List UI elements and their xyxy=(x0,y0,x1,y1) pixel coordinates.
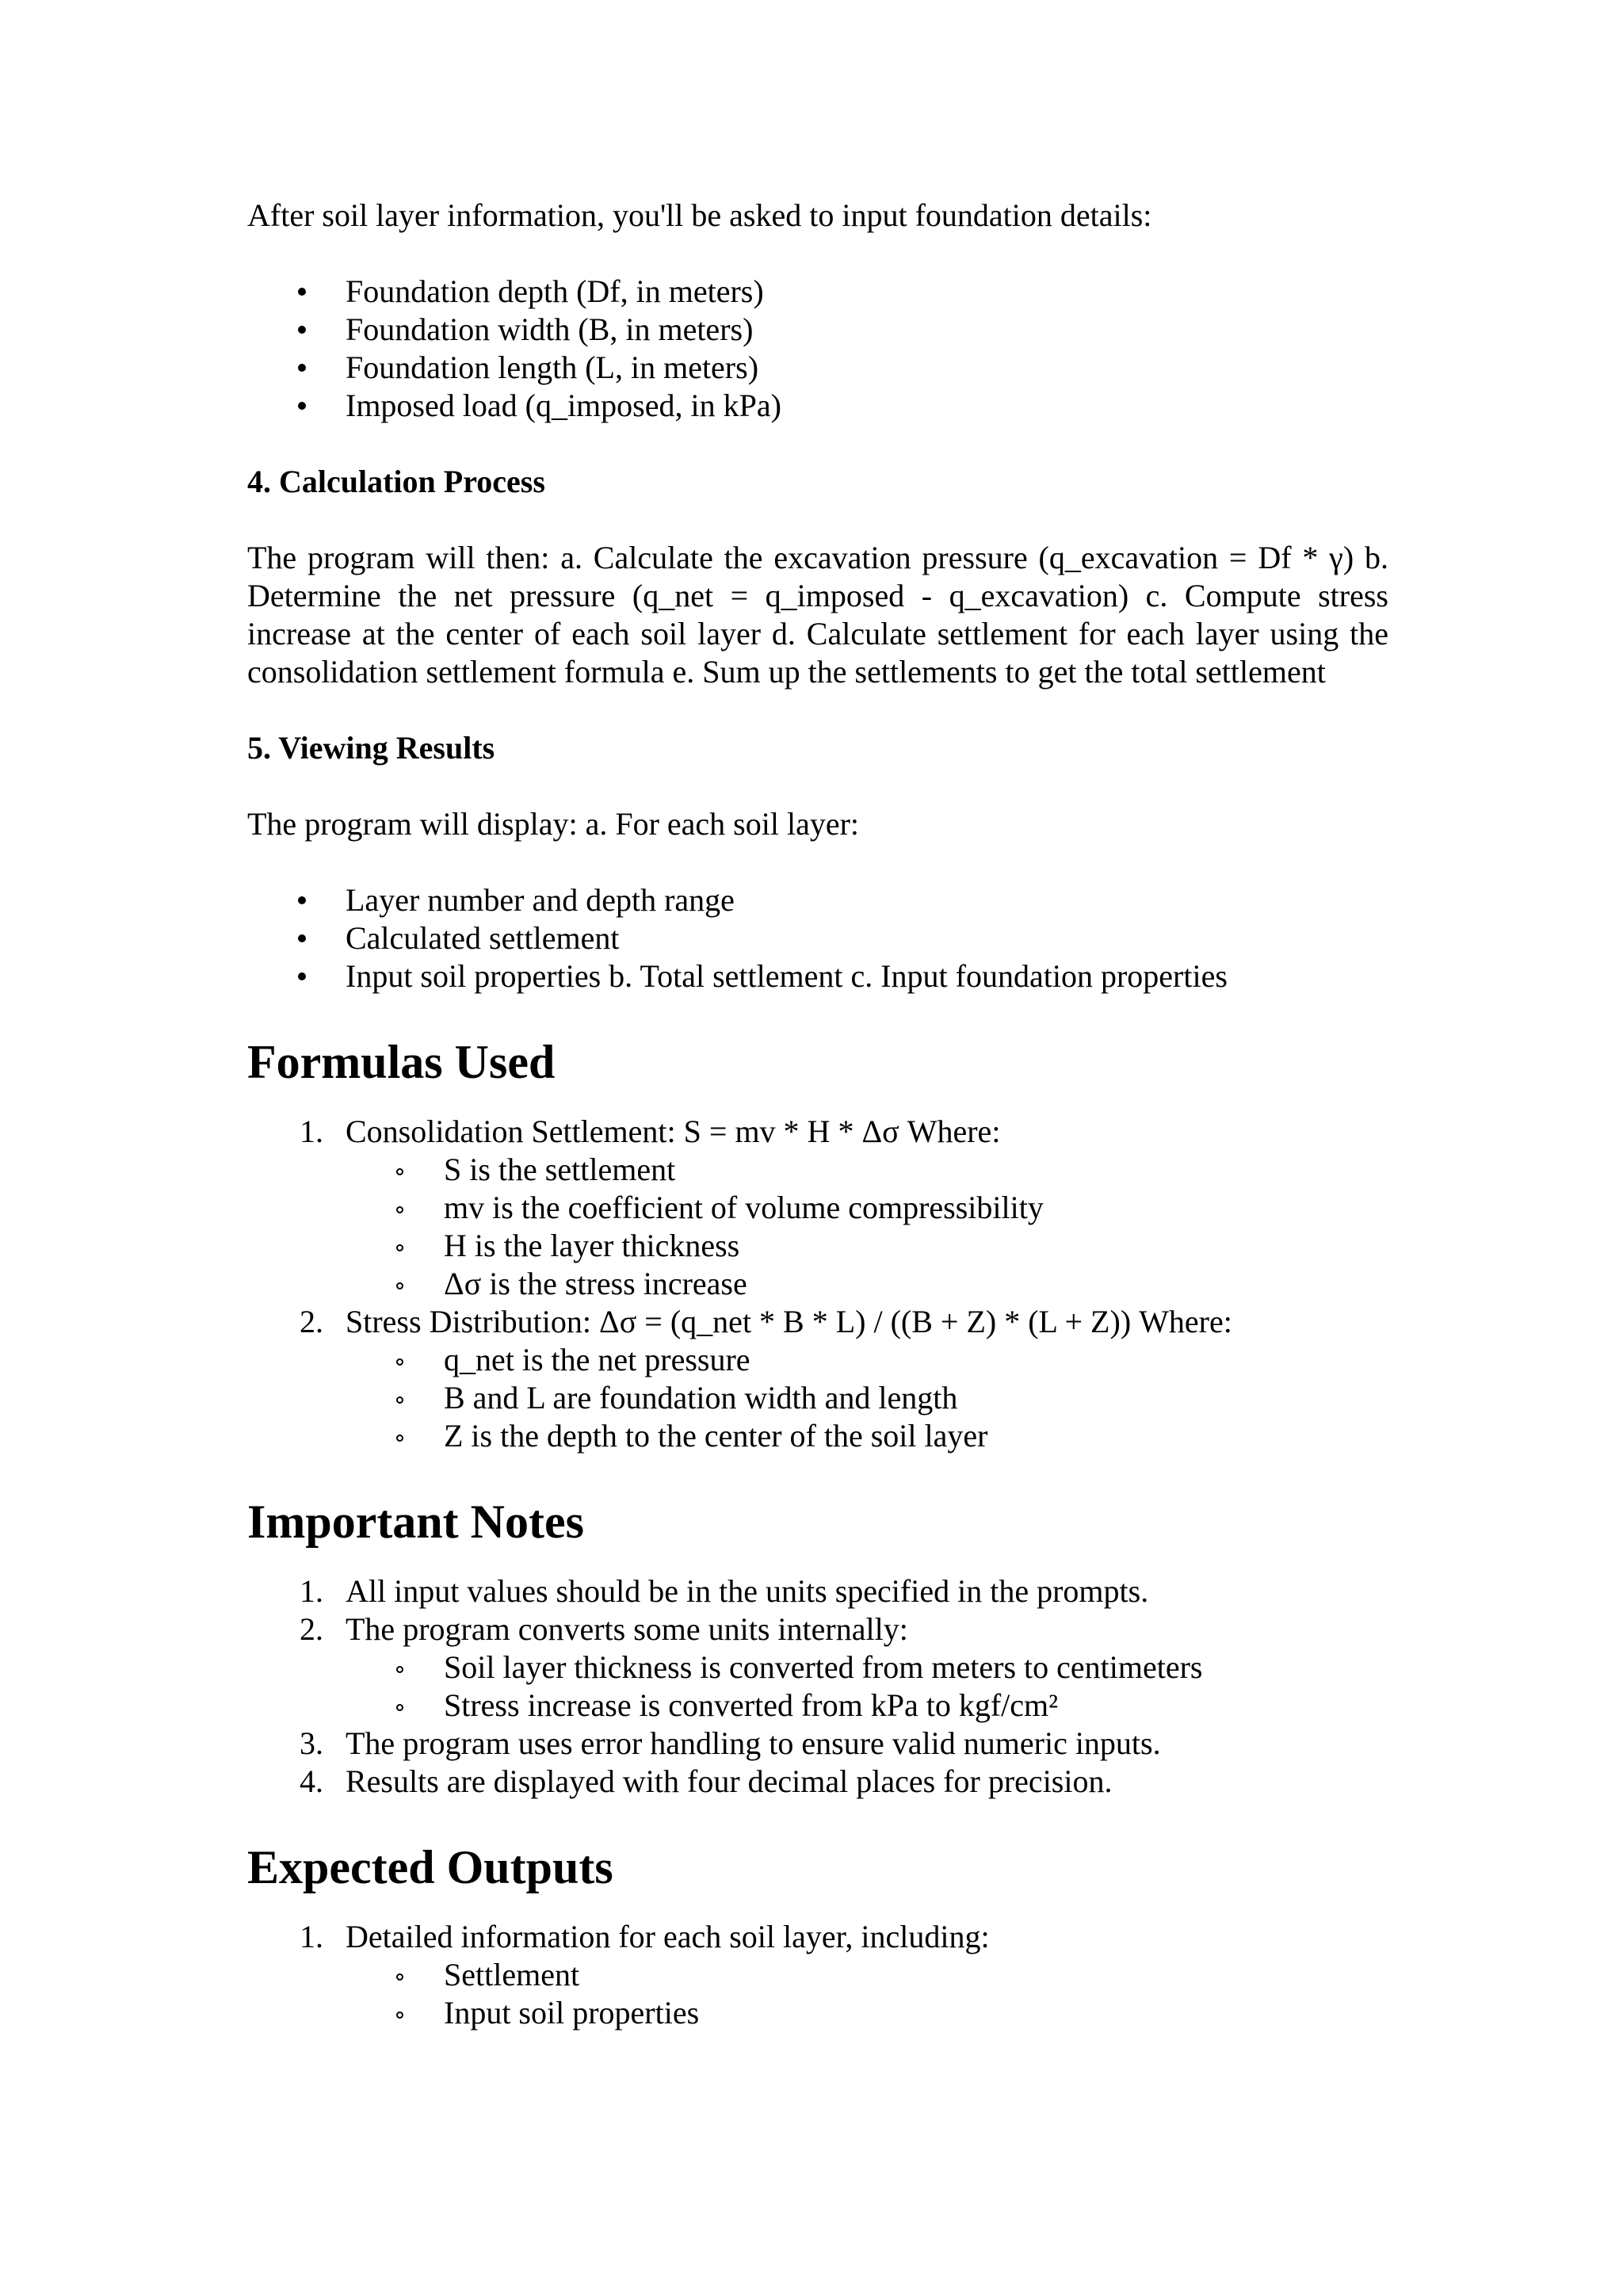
circle-bullet-icon xyxy=(396,1206,403,1213)
formula-text: Consolidation Settlement: S = mv * H * Δσ Where: xyxy=(346,1114,1001,1149)
circle-bullet-icon xyxy=(396,1704,403,1711)
list-item: Foundation width (B, in meters) xyxy=(247,311,1388,349)
sub-list-item: B and L are foundation width and length xyxy=(247,1379,1388,1417)
list-item: 4. Results are displayed with four decimal places for precision. xyxy=(247,1763,1388,1801)
list-item: 2. The program converts some units internally: xyxy=(247,1610,1388,1648)
list-number: 1. xyxy=(300,1573,323,1609)
sub-list-item: Settlement xyxy=(247,1956,1388,1994)
sub-list-item: Stress increase is converted from kPa to kgf/cm² xyxy=(247,1687,1388,1725)
sub-list-item: H is the layer thickness xyxy=(247,1227,1388,1265)
calculation-process-heading: 4. Calculation Process xyxy=(247,464,545,499)
sub-list-item: q_net is the net pressure xyxy=(247,1341,1388,1379)
list-item: Foundation depth (Df, in meters) xyxy=(247,273,1388,311)
bullet-icon xyxy=(298,288,306,296)
document-page xyxy=(247,197,1388,2070)
bullet-icon xyxy=(298,896,306,904)
results-list xyxy=(247,881,1388,995)
viewing-results-heading: 5. Viewing Results xyxy=(247,730,495,766)
circle-bullet-icon xyxy=(396,2011,403,2019)
list-item: Calculated settlement xyxy=(247,919,1388,957)
circle-bullet-icon xyxy=(396,1244,403,1251)
important-notes-heading: Important Notes xyxy=(247,1496,584,1548)
foundation-details-list xyxy=(247,273,1388,425)
formulas-heading: Formulas Used xyxy=(247,1036,556,1088)
list-item: Input soil properties b. Total settlement c. Input foundation properties xyxy=(247,957,1388,995)
expected-outputs-heading: Expected Outputs xyxy=(247,1841,613,1893)
calculation-process-paragraph: The program will then: a. Calculate the excavation pressure (q_excavation = Df * γ) b. Determine the net pressure (q_net = q_imposed - q_excavation) c. Compute stress increase at the center of each soil layer d. Calculate settlement for each layer using the consolidation settlement formula e. Sum up the settlements to get the total settlement xyxy=(247,540,1388,690)
circle-bullet-icon xyxy=(396,1973,403,1981)
list-number: 2. xyxy=(300,1611,323,1647)
list-item xyxy=(247,1303,1388,1341)
circle-bullet-icon xyxy=(396,1396,403,1404)
bullet-icon xyxy=(298,364,306,372)
sub-list-item: Input soil properties xyxy=(247,1994,1388,2032)
list-item xyxy=(247,1113,1388,1151)
expected-outputs-list xyxy=(247,1918,1388,2032)
list-item: 1. Detailed information for each soil layer, including: xyxy=(247,1918,1388,1956)
bullet-icon xyxy=(298,934,306,942)
list-item: Imposed load (q_imposed, in kPa) xyxy=(247,387,1388,425)
list-item: 1. All input values should be in the units specified in the prompts. xyxy=(247,1572,1388,1610)
sub-list-item: Δσ is the stress increase xyxy=(247,1265,1388,1303)
formula-text: Stress Distribution: Δσ = (q_net * B * L) / ((B + Z) * (L + Z)) Where: xyxy=(346,1304,1232,1339)
sub-list-item: S is the settlement xyxy=(247,1151,1388,1189)
intro-paragraph: After soil layer information, you'll be asked to input foundation details: xyxy=(247,197,1152,233)
list-number: 2. xyxy=(300,1304,323,1339)
bullet-icon xyxy=(298,402,306,410)
important-notes-list xyxy=(247,1572,1388,1801)
bullet-icon xyxy=(298,326,306,334)
circle-bullet-icon xyxy=(396,1168,403,1175)
list-item: Layer number and depth range xyxy=(247,881,1388,919)
list-item: Foundation length (L, in meters) xyxy=(247,349,1388,387)
viewing-results-paragraph: The program will display: a. For each soil layer: xyxy=(247,806,860,842)
sub-list-item: Soil layer thickness is converted from meters to centimeters xyxy=(247,1648,1388,1687)
list-number: 1. xyxy=(300,1114,323,1149)
list-number: 1. xyxy=(300,1919,323,1954)
list-number: 4. xyxy=(300,1763,323,1799)
formulas-list xyxy=(247,1113,1388,1455)
circle-bullet-icon xyxy=(396,1435,403,1442)
bullet-icon xyxy=(298,972,306,980)
list-item: 3. The program uses error handling to ensure valid numeric inputs. xyxy=(247,1725,1388,1763)
sub-list-item: mv is the coefficient of volume compressibility xyxy=(247,1189,1388,1227)
circle-bullet-icon xyxy=(396,1666,403,1673)
circle-bullet-icon xyxy=(396,1358,403,1366)
circle-bullet-icon xyxy=(396,1282,403,1289)
list-number: 3. xyxy=(300,1725,323,1761)
sub-list-item: Z is the depth to the center of the soil layer xyxy=(247,1417,1388,1455)
